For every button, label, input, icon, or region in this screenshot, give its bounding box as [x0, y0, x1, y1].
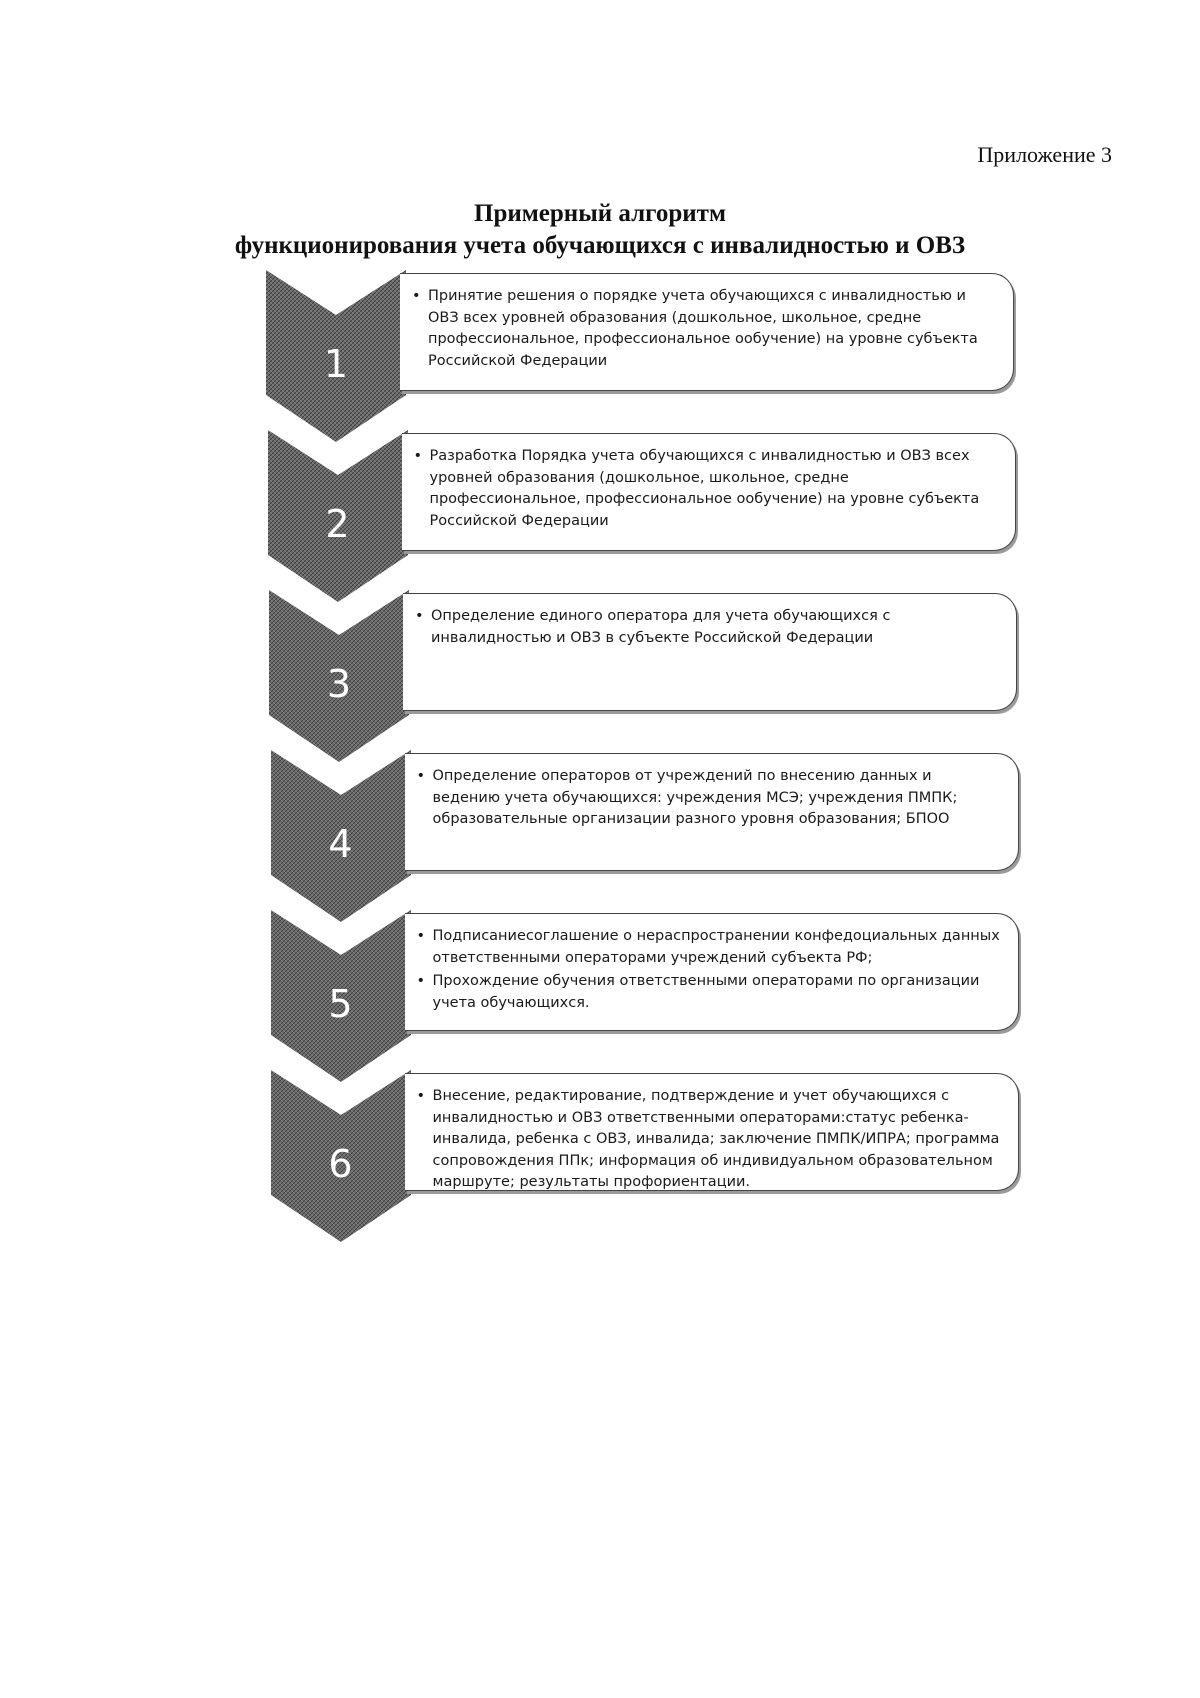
bullet-icon: • [416, 973, 426, 989]
appendix-label: Приложение 3 [977, 142, 1112, 167]
step-bullet-item [415, 606, 1002, 649]
step-number: 3 [326, 662, 352, 706]
step-bullet-text: Принятие решения о порядке учета обучающихся с инвалидностью и ОВЗ всех уровней образования (дошкольное, школьное, средне профессиональное, профессиональное ообучение) на уровне субъекта Российской Федерации [428, 288, 978, 369]
page-title-line-1: Примерный алгоритм [474, 200, 726, 227]
step-1 [266, 270, 1026, 455]
step-bullet-text: Определение единого оператора для учета обучающихся с инвалидностью и ОВЗ в субъекте Российской Федерации [431, 608, 891, 646]
bullet-icon: • [416, 1088, 426, 1104]
step-bullet-text: Определение операторов от учреждений по внесению данных и ведению учета обучающихся: учреждения МСЭ; учреждения ПМПК; образовательные организации разного уровня образования; БПОО [432, 768, 958, 827]
step-description-box [403, 593, 1017, 711]
step-bullet-list [414, 446, 1001, 532]
step-bullet-item [414, 446, 1001, 532]
step-bullet-list [412, 286, 999, 372]
step-description-box [405, 1073, 1019, 1191]
step-2 [268, 430, 1028, 615]
step-bullet-text: Разработка Порядка учета обучающихся с инвалидностью и ОВЗ всех уровней образования (дошкольное, школьное, средне профессиональное, профессиональное ообучение) на уровне субъекта Российской Федерации [429, 448, 980, 529]
step-bullet-item [417, 926, 1004, 969]
step-number: 2 [325, 502, 350, 546]
bullet-icon: • [412, 288, 421, 304]
step-description-box [405, 913, 1019, 1031]
step-bullet-text: Подписаниесоглашение о нераспространении конфедоциальных данных ответственными операторами учреждений субъекта РФ; [432, 928, 1000, 966]
step-bullet-list [417, 766, 1004, 831]
step-5 [271, 910, 1031, 1095]
step-bullet-text: Внесение, редактирование, подтверждение и учет обучающихся с инвалидностью и ОВЗ ответственными операторами:статус ребенка-инвалида, ребенка с ОВЗ, инвалида; заключение ПМПК/ИПРА; программа сопровождения ППк; информация об индивидуальном образовательном маршруте; результаты профориентации. [432, 1088, 1000, 1190]
step-bullet-item [412, 286, 999, 372]
step-bullet-list [417, 1086, 1004, 1194]
page-title-line-2: функционирования учета обучающихся с инвалидностью и ОВЗ [234, 232, 966, 259]
bullet-icon: • [413, 448, 423, 464]
bullet-icon: • [416, 768, 426, 784]
step-bullet-item [417, 766, 1004, 831]
step-bullet-item [417, 1086, 1004, 1194]
step-6 [271, 1070, 1031, 1255]
step-description-box [400, 273, 1014, 391]
bullet-icon: • [415, 608, 424, 624]
step-3 [269, 590, 1029, 775]
step-number: 6 [328, 1142, 353, 1186]
step-number: 4 [328, 822, 353, 866]
step-bullet-text: Прохождение обучения ответственными операторами по организации учета обучающихся. [432, 973, 980, 1011]
step-description-box [405, 753, 1019, 871]
bullet-icon: • [416, 928, 426, 944]
step-4 [271, 750, 1031, 935]
step-number: 5 [328, 982, 353, 1026]
step-number: 1 [323, 342, 349, 386]
step-bullet-list [417, 926, 1004, 1014]
step-description-box [402, 433, 1016, 551]
step-bullet-item [417, 971, 1004, 1014]
step-bullet-list [415, 606, 1002, 649]
